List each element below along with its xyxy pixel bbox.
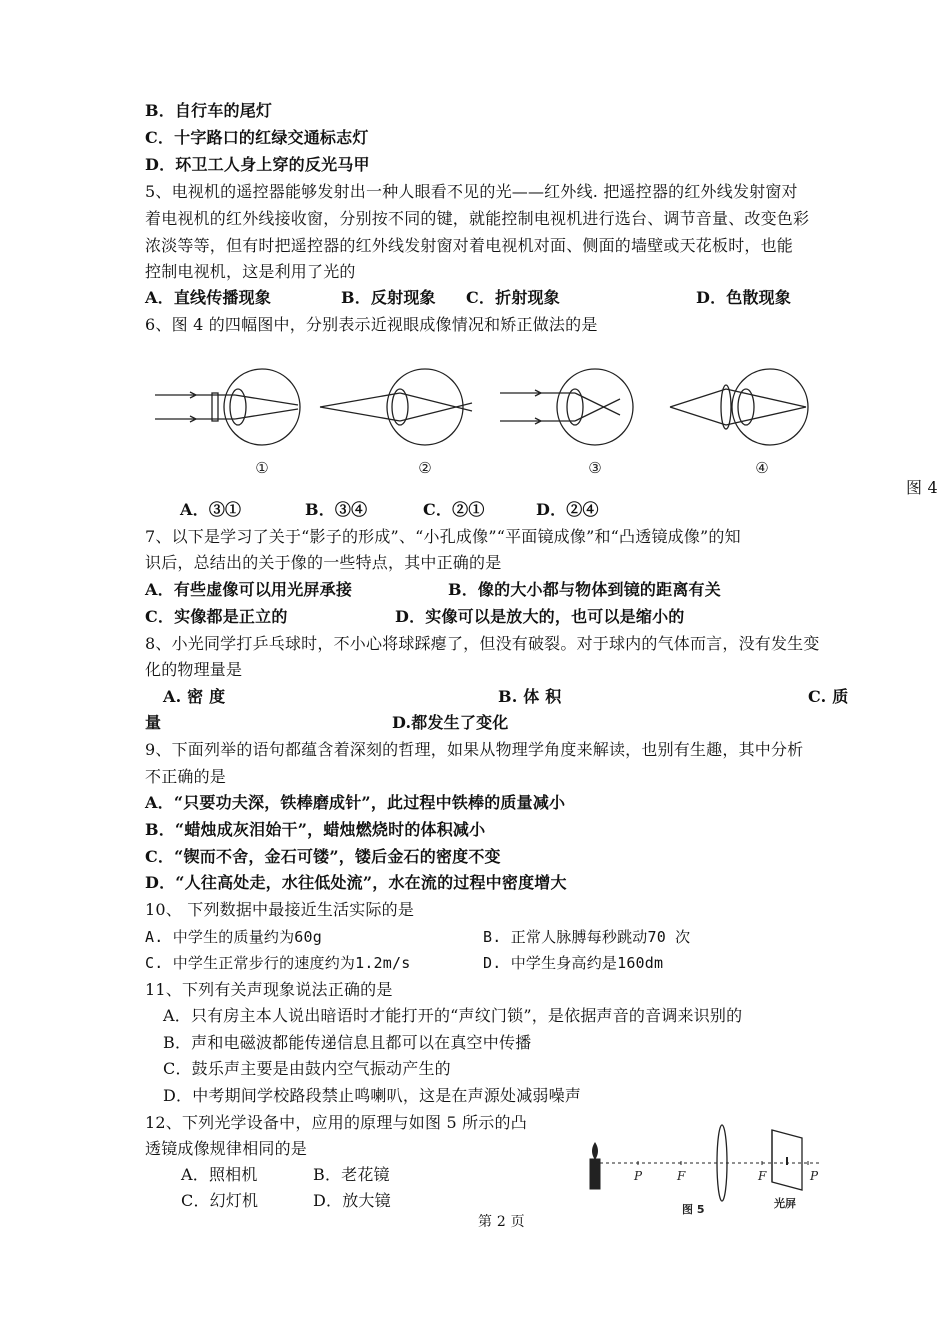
q8-option-c: C. 质 [808,687,849,706]
q7-text-line1: 7、以下是学习了关于“影子的形成”、“小孔成像”“平面镜成像”和“凸透镜成像”的知 [145,527,741,546]
q10-option-c: C. 中学生正常步行的速度约为1.2m/s [145,954,411,972]
q11-option-c: C．鼓乐声主要是由鼓内空气振动产生的 [163,1059,451,1078]
q5-text-line4: 控制电视机，这是利用了光的 [145,262,356,281]
q10-text: 10、 下列数据中最接近生活实际的是 [145,900,415,919]
q5-text-line1: 5、电视机的遥控器能够发射出一种人眼看不见的光——红外线. 把遥控器的红外线发射窗对 [145,182,798,201]
q7-text-line2: 识后，总结出的关于像的一些特点，其中正确的是 [145,553,502,572]
q8-option-a: A. 密 度 [163,687,226,706]
fig5-f-right: F [758,1169,767,1183]
q12-option-d: D．放大镜 [313,1191,391,1210]
eye-label-4: ④ [755,459,769,477]
q9-text-line2: 不正确的是 [145,767,227,786]
eye-label-3: ③ [588,459,602,477]
q8-option-d: D.都发生了变化 [392,713,509,732]
q8-option-b: B. 体 积 [498,687,562,706]
q11-text: 11、下列有关声现象说法正确的是 [145,980,393,999]
eye-diagram-2 [320,369,472,445]
q10-option-d: D. 中学生身高约是160dm [483,954,664,972]
q11-option-a: A．只有房主本人说出暗语时才能打开的“声纹门锁”，是依据声音的音调来识别的 [163,1006,743,1025]
q5-option-c: C．折射现象 [466,288,560,307]
q6-option-c: C．②① [423,500,485,519]
fig5-f-left: F [677,1169,686,1183]
q6-option-d: D．②④ [536,500,599,519]
q12-option-a: A．照相机 [181,1165,258,1184]
q8-text-line2: 化的物理量是 [145,660,243,679]
q6-option-a: A．③① [180,500,242,519]
q12-option-b: B．老花镜 [313,1165,390,1184]
q9-option-a: A．“只要功夫深，铁棒磨成针”，此过程中铁棒的质量减小 [145,793,566,812]
q9-text-line1: 9、下面列举的语句都蕴含着深刻的哲理，如果从物理学角度来解读，也别有生趣，其中分析 [145,740,804,759]
figure-4-eye-diagrams [150,365,830,480]
figure-4-caption: 图 4 [906,478,938,497]
q6-text: 6、图 4 的四幅图中，分别表示近视眼成像情况和矫正做法的是 [145,315,598,334]
eye-diagram-4 [670,369,808,445]
q8-option-c-cont: 量 [145,713,162,732]
fig5-screen-label: 光屏 [774,1197,796,1210]
q9-option-b: B．“蜡烛成灰泪始干”，蜡烛燃烧时的体积减小 [145,820,486,839]
q6-option-b: B．③④ [305,500,368,519]
q4-option-d: D．环卫工人身上穿的反光马甲 [145,155,370,174]
page-footer: 第 2 页 [478,1214,525,1230]
eye-diagram-3 [500,369,633,445]
q7-option-d: D．实像可以是放大的，也可以是缩小的 [395,607,685,626]
candle-icon [590,1159,600,1189]
fig5-p-right: P [810,1169,819,1183]
eye-diagram-1 [155,369,300,445]
eye-label-1: ① [255,459,269,477]
q7-option-c: C．实像都是正立的 [145,607,288,626]
q11-option-d: D．中考期间学校路段禁止鸣喇叭，这是在声源处减弱噪声 [163,1086,582,1105]
q10-option-b: B. 正常人脉膊每秒跳动70 次 [483,928,691,946]
q9-option-c: C．“锲而不舍，金石可镂”，镂后金石的密度不变 [145,847,501,866]
q5-option-d: D．色散现象 [696,288,792,307]
q5-option-a: A．直线传播现象 [145,288,272,307]
eye-label-2: ② [418,459,432,477]
q5-text-line3: 浓淡等等，但有时把遥控器的红外线发射窗对着电视机对面、侧面的墙壁或天花板时，也能 [145,236,794,255]
figure-5-lens-setup [582,1115,832,1220]
q9-option-d: D．“人往高处走，水往低处流”，水在流的过程中密度增大 [145,873,567,892]
q11-option-b: B．声和电磁波都能传递信息且都可以在真空中传播 [163,1033,532,1052]
figure-5-caption: 图 5 [682,1203,705,1216]
fig5-p-left: P [634,1169,643,1183]
q4-option-b: B．自行车的尾灯 [145,101,273,120]
q5-text-line2: 着电视机的红外线接收窗，分别按不同的键，就能控制电视机进行选台、调节音量、改变色彩 [145,209,810,228]
q5-option-b: B．反射现象 [341,288,436,307]
q7-option-b: B．像的大小都与物体到镜的距离有关 [448,580,721,599]
q12-text-line2: 透镜成像规律相同的是 [145,1139,308,1158]
q7-option-a: A．有些虚像可以用光屏承接 [145,580,353,599]
q8-text-line1: 8、小光同学打乒乓球时，不小心将球踩瘪了，但没有破裂。对于球内的气体而言，没有发生变 [145,634,820,653]
q12-text-line1: 12、下列光学设备中，应用的原理与如图 5 所示的凸 [145,1113,527,1132]
q10-option-a: A. 中学生的质量约为60g [145,928,322,946]
q12-option-c: C．幻灯机 [181,1191,259,1210]
q4-option-c: C．十字路口的红绿交通标志灯 [145,128,369,147]
